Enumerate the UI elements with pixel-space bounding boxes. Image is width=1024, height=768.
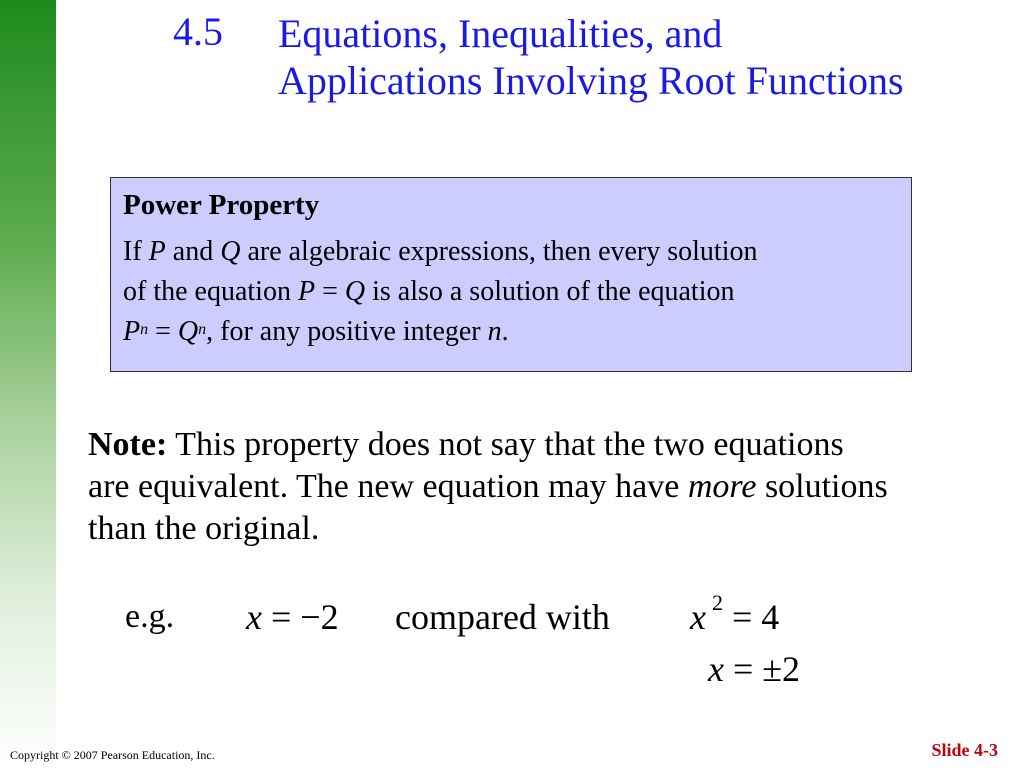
title-line-2: Applications Involving Root Functions <box>278 58 904 103</box>
exponent-2: 2 <box>711 590 723 615</box>
eq2-rhs: = 4 <box>722 597 780 637</box>
note-label: Note: <box>88 426 168 463</box>
property-line-1 <box>123 232 899 272</box>
var-q: Q <box>220 236 241 267</box>
note-emphasis: more <box>687 468 757 505</box>
var-x: x <box>246 597 262 637</box>
text-rest-1: are algebraic expressions, then every solution <box>240 236 758 267</box>
example-equation-2 <box>690 590 780 638</box>
compared-with-text: compared with <box>395 597 610 637</box>
exp-n: n <box>140 321 149 338</box>
example-label: e.g. <box>125 598 175 635</box>
sidebar-gradient <box>0 0 56 768</box>
var-p: P <box>148 236 166 267</box>
property-line-3 <box>123 312 899 352</box>
text-if: If <box>123 236 149 267</box>
copyright-notice: Copyright © 2007 Pearson Education, Inc. <box>10 748 215 762</box>
title-line-1: Equations, Inequalities, and <box>278 11 723 56</box>
var-p: P <box>123 316 141 347</box>
var-p: P <box>297 276 316 307</box>
note-text-2: solutions than the original. <box>88 468 888 547</box>
property-body <box>123 232 899 352</box>
text-rest-3: , for any positive integer <box>206 316 488 347</box>
text-rest-2: is also a solution of the equation <box>365 276 735 307</box>
var-n: n <box>487 316 502 347</box>
var-x: x <box>690 597 706 637</box>
var-q: Q <box>344 276 366 307</box>
example-equation-1 <box>246 596 339 638</box>
power-property-box <box>110 177 912 372</box>
property-heading: Power Property <box>123 189 320 221</box>
equals-sign: = <box>315 276 345 307</box>
exp-n: n <box>198 321 207 338</box>
slide-number: Slide 4-3 <box>931 740 998 760</box>
text-equation-start: of the equation <box>123 276 298 307</box>
equals-sign: = <box>148 316 178 347</box>
period: . <box>501 316 509 347</box>
example-equation-3 <box>708 648 800 690</box>
text-and: and <box>165 236 221 267</box>
eq1-rhs: = −2 <box>261 597 339 637</box>
note-paragraph <box>88 424 888 550</box>
var-x: x <box>708 649 724 689</box>
property-line-2 <box>123 272 899 312</box>
slide-title <box>278 10 998 104</box>
section-number: 4.5 <box>173 9 223 54</box>
eq3-rhs: = ±2 <box>723 649 801 689</box>
var-q: Q <box>177 316 199 347</box>
note-text-1: This property does not say that the two equations are equivalent. The new equation may have <box>88 426 844 505</box>
